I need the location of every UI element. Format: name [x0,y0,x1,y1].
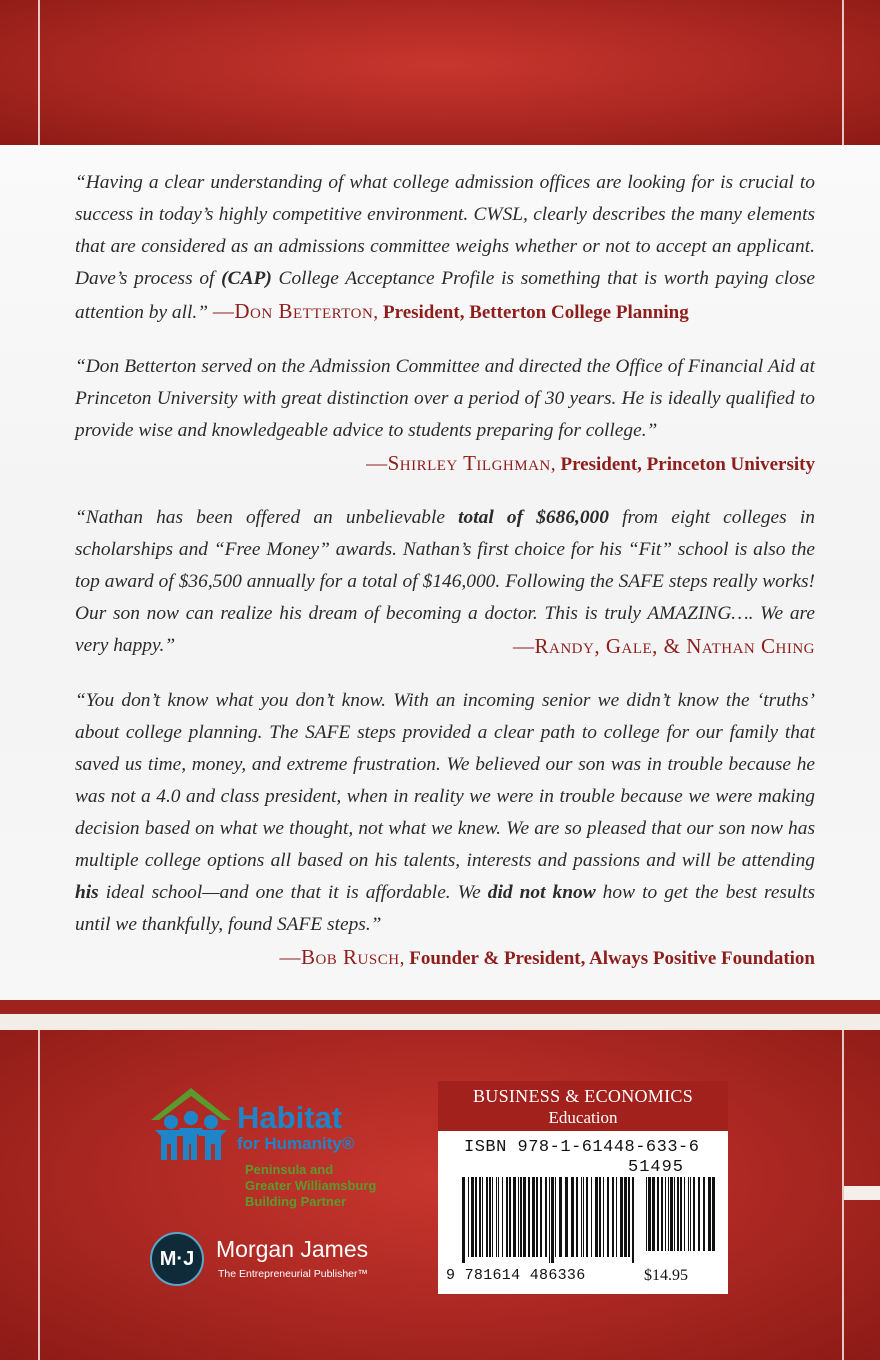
barcode-bar [698,1177,700,1251]
barcode-bar [523,1177,526,1257]
barcode-bar [471,1177,474,1257]
isbn-text: ISBN 978-1-61448-633-6 [464,1138,700,1157]
barcode-bar [489,1177,491,1257]
barcode-bar [661,1177,663,1251]
publisher-name: Morgan James [216,1236,369,1262]
subcategory: Education [548,1108,618,1127]
barcode-bar [668,1177,669,1251]
barcode-bar [486,1177,488,1257]
barcode-bar [620,1177,623,1257]
barcode-bar [632,1177,634,1263]
quote-fragment: “Having a clear understanding of what college admission offices are looking for is crucial to success in today’s highly competitive environment. CWSL, clearly describes the many elements that are considered as an admissions committee weighs whether or not to accept an applicant. Dave’s process of [75,172,815,289]
barcode-bar [657,1177,659,1251]
right-edge-tab [844,1186,880,1200]
barcode-bar [576,1177,578,1257]
quote-fragment: “You don’t know what you don’t know. With an incoming senior we didn’t know the ‘truths’ about college planning. The SAFE steps provided a clear path to college for our family that saved us time, money, and extreme frustration. We believed our son was in trouble because he was not a 4.0 and class president, when in reality we were in trouble because we were making decision based on what we thought, not what we knew. We are so pleased that our son now has multiple college options all based on his talents, interests and passions and will be attending [75,690,815,871]
habitat-logo [145,1082,405,1222]
barcode-bar [603,1177,604,1257]
quote-1-role: President, Betterton College Planning [383,302,689,323]
barcode-bar [513,1177,516,1257]
barcode-bar [536,1177,538,1257]
quote-fragment: “Don Betterton served on the Admission Committee and directed the Office of Financial Aid at Princeton University with great distinction over a period of 30 years. He is ideally qualified to provide wise and knowledgeable advice to students preparing for college.” [75,356,815,441]
barcode-bar [479,1177,481,1257]
barcode-bar [518,1177,519,1257]
quote-2-text [75,356,815,441]
quote-2-name: —Shirley Tilghman [366,451,551,475]
barcode-bar [616,1177,617,1257]
barcode-bar [688,1177,689,1251]
quote-3-name: —Randy, Gale, & Nathan Ching [513,634,815,658]
barcode-bar [545,1177,547,1257]
barcode-bar [646,1177,647,1251]
quote-4-text [75,690,815,935]
price-code: 51495 [628,1158,685,1177]
barcode-bar [559,1177,562,1257]
barcode-bar [680,1177,682,1251]
barcode-bar [482,1177,483,1257]
quote-fragment: “Nathan has been offered an unbelievable [75,507,459,528]
top-red-band [0,0,880,145]
quote-fragment: College Acceptance Profile is something that is worth paying close attention by all.” [75,268,816,323]
barcode-bar [475,1177,477,1257]
barcode-bar [648,1177,651,1251]
quote-4-name: —Bob Rusch [279,945,400,969]
cream-stripe [0,1014,880,1030]
barcode-bar [509,1177,511,1257]
barcode-bar [502,1177,503,1257]
category: BUSINESS & ECONOMICS [472,1086,694,1106]
habitat-title: Habitat [237,1100,343,1135]
barcode-bar [583,1177,584,1257]
quote-4-role: Founder & President, Always Positive Foundation [409,948,815,969]
publisher-tagline: The Entrepreneurial Publisher™ [218,1268,368,1280]
bottom-left-rule [38,1030,40,1360]
barcode-bar [581,1177,582,1257]
barcode-bar [462,1177,465,1263]
barcode-bar [571,1177,574,1257]
barcode-bar [591,1177,592,1257]
barcode-bar [496,1177,497,1257]
barcode-bar [612,1177,614,1257]
emphasis-text: did not know [487,882,596,903]
barcode-bar [540,1177,542,1257]
barcode-bar [599,1177,601,1257]
partner-line: Building Partner [245,1194,347,1209]
emphasis-text: (CAP) [221,268,272,289]
publisher-logo [150,1232,410,1292]
barcode-bar [528,1177,530,1257]
habitat-house-icon [145,1084,237,1164]
quote-2: “Don Betterton served on the Admission Committee and directed the Office of Financial Aid at Princeton University with great distinction over a period of 30 years. He is ideally qualified to provide wise and knowledgeable advice to students preparing for college.” —Shirley Tilghman, President, Princeton University [75,356,815,475]
quote-2-role: President, Princeton University [560,454,815,475]
quote-4: “You don’t know what you don’t know. With an incoming senior we didn’t know the ‘truths’ about college planning. The SAFE steps provided a clear path to college for our family that saved us time, money, and extreme frustration. We believed our son was in trouble because he was not a 4.0 and class president, when in reality we were in trouble because we were making decision based on what we thought, not what we knew. We are so pleased that our son now has multiple college options all based on his talents, interests and passions and will be attending his ideal school—and one that it is affordable. We did not know how to get the best results until we thankfully, found SAFE steps.” —Bob Rusch, Founder & President, Always Positive Foundation [75,690,815,969]
barcode-bar [555,1177,556,1257]
barcode-box [438,1081,728,1294]
barcode-bar [565,1177,568,1257]
barcode-bar [492,1177,493,1257]
top-right-rule [842,0,844,145]
category-header [438,1081,728,1131]
top-left-rule [38,0,40,145]
barcode-bar [498,1177,499,1257]
emphasis-text: total of $686,000 [458,507,609,528]
partner-line: Peninsula and [245,1162,334,1177]
barcode-bar [607,1177,609,1257]
price-barcode [644,1177,720,1263]
barcode-bar [674,1177,675,1251]
barcode-bar [684,1177,685,1251]
barcode-bar [595,1177,598,1257]
publisher-monogram-icon: M·J [150,1232,204,1286]
isbn-barcode [460,1177,640,1263]
quote-3 [75,502,815,664]
barcode-bar [712,1177,715,1251]
barcode-bar [703,1177,705,1251]
barcode-bar [652,1177,655,1251]
barcode-bar [670,1177,673,1251]
habitat-subtitle: for Humanity® [237,1134,355,1153]
quote-fragment: from eight colleges in scholarships and “Free Money” awards. Nathan’s first choice for his “Fit” school is also the top award of $36,500 annually for a total of $146,000. Following the SAFE steps really works! Our son now can realize his dream of becoming a doctor. This is truly AMAZING…. We are very happy.” [75,507,815,656]
barcode-bar [468,1177,469,1257]
quote-fragment: ideal school—and one that it is affordable. We [98,882,488,903]
quote-1-name: —Don Betterton [212,299,374,323]
barcode-bar [549,1177,550,1263]
barcode-bar [677,1177,679,1251]
barcode-bar [690,1177,691,1251]
partner-line: Greater Williamsburg [245,1178,377,1193]
barcode-panel [438,1131,728,1294]
barcode-bar [665,1177,666,1251]
barcode-bar [624,1177,627,1257]
testimonial-panel [0,145,880,1000]
barcode-bar [586,1177,588,1257]
barcode-bar [532,1177,535,1257]
barcode-digits: 9 781614 486336 [446,1267,586,1284]
quote-fragment: how to get the best results until we thankfully, found SAFE steps.” [75,882,815,935]
price: $14.95 [644,1267,688,1284]
barcode-bar [551,1177,554,1263]
barcode-bar [628,1177,630,1257]
barcode-bar [506,1177,508,1257]
emphasis-text: his [75,882,99,903]
barcode-bar [693,1177,695,1251]
barcode-bar [520,1177,522,1257]
quote-1: “Having a clear understanding of what college admission offices are looking for is crucial to success in today’s highly competitive environment. CWSL, clearly describes the many elements that are considered as an admissions committee weighs whether or not to accept an applicant. Dave’s process of (CAP) College Acceptance Profile is something that is worth paying close attention by all.” —Don Betterton, President, Betterton College Planning [75,172,816,323]
quote-1-text [75,172,815,323]
barcode-bar [708,1177,711,1251]
habitat-partner [245,1162,376,1210]
divider-band [0,1000,880,1014]
